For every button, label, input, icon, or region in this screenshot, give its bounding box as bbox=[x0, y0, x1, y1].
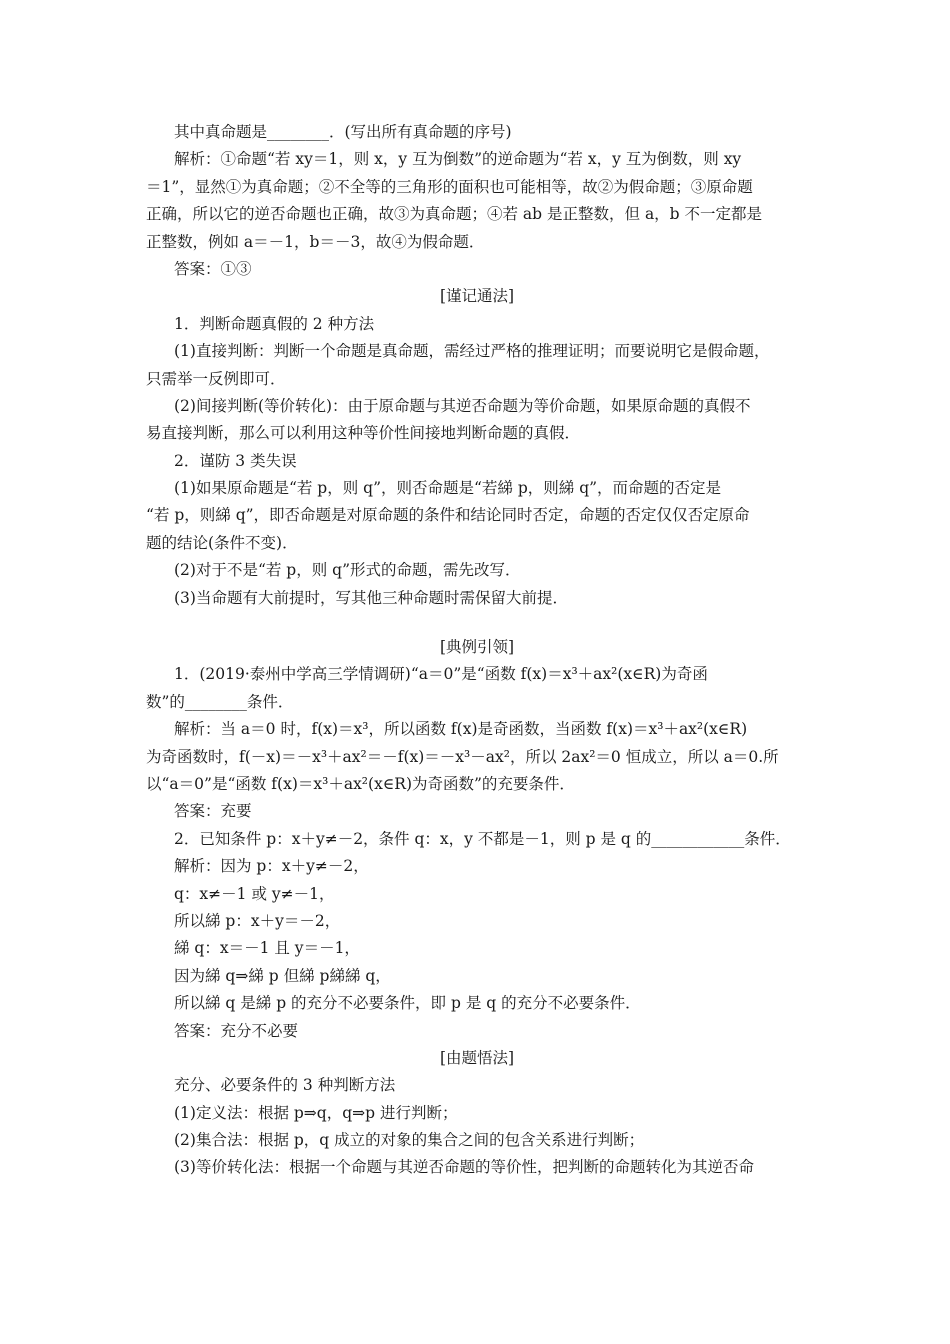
text-line: (2)间接判断(等价转化)：由于原命题与其逆否命题为等价命题，如果原命题的真假不 bbox=[174, 396, 751, 415]
document-body bbox=[146, 119, 808, 1182]
text-line: 为奇函数时，f(－x)＝－x³＋ax²＝－f(x)＝－x³－ax²，所以 2ax²＝0 恒成立，所以 a＝0.所 bbox=[146, 747, 779, 766]
text-line: 解析：因为 p：x＋y≠－2， bbox=[174, 857, 369, 876]
text-line: 其中真命题是________．(写出所有真命题的序号) bbox=[174, 123, 512, 141]
text-line: 綈 q：x＝－1 且 y＝－1， bbox=[174, 939, 360, 958]
text-line: (3)当命题有大前提时，写其他三种命题时需保留大前提． bbox=[174, 588, 568, 607]
text-line: “若 p，则綈 q”，即否命题是对原命题的条件和结论同时否定，命题的否定仅仅否定原命 bbox=[146, 506, 750, 525]
text-line: 解析：当 a＝0 时，f(x)＝x³，所以函数 f(x)是奇函数，当函数 f(x)＝x³＋ax²(x∈R) bbox=[174, 720, 748, 739]
section-heading: [典例引领] bbox=[439, 638, 515, 657]
text-line: 所以綈 p：x＋y＝－2， bbox=[174, 911, 341, 930]
text-line: 1．(2019·泰州中学高三学情调研)“a＝0”是“函数 f(x)＝x³＋ax²(x∈R)为奇函 bbox=[174, 665, 708, 684]
text-line: 易直接判断，那么可以利用这种等价性间接地判断命题的真假． bbox=[146, 424, 581, 443]
text-line: (1)直接判断：判断一个命题是真命题，需经过严格的推理证明；而要说明它是假命题， bbox=[174, 342, 770, 361]
text-line: 题的结论(条件不变)． bbox=[146, 533, 298, 552]
text-line: 1．判断命题真假的 2 种方法 bbox=[174, 314, 375, 333]
text-line: ＝1”，显然①为真命题；②不全等的三角形的面积也可能相等，故②为假命题；③原命题 bbox=[146, 177, 753, 196]
section-heading: [谨记通法] bbox=[439, 287, 515, 306]
text-line: 以“a＝0”是“函数 f(x)＝x³＋ax²(x∈R)为奇函数”的充要条件． bbox=[146, 774, 575, 793]
text-line: (2)集合法：根据 p，q 成立的对象的集合之间的包含关系进行判断； bbox=[174, 1131, 645, 1150]
text-line: 充分、必要条件的 3 种判断方法 bbox=[174, 1076, 396, 1095]
text-line: (2)对于不是“若 p，则 q”形式的命题，需先改写． bbox=[174, 561, 521, 580]
text-line: 答案：①③ bbox=[174, 259, 252, 278]
section-heading: [由题悟法] bbox=[439, 1048, 515, 1067]
text-line: (3)等价转化法：根据一个命题与其逆否命题的等价性，把判断的命题转化为其逆否命 bbox=[174, 1158, 754, 1177]
text-line: 所以綈 q 是綈 p 的充分不必要条件，即 p 是 q 的充分不必要条件． bbox=[174, 994, 641, 1013]
text-line: 解析：①命题“若 xy＝1，则 x，y 互为倒数”的逆命题为“若 x，y 互为倒数，则 xy bbox=[174, 150, 742, 169]
text-line: 因为綈 q⇒綈 p 但綈 p綈綈 q， bbox=[174, 966, 391, 985]
text-line: 正整数，例如 a＝－1，b＝－3，故④为假命题． bbox=[146, 232, 485, 251]
text-line: 2．谨防 3 类失误 bbox=[174, 451, 297, 470]
text-line: 数”的________条件． bbox=[146, 692, 294, 711]
text-line: 答案：充要 bbox=[174, 802, 252, 821]
text-line: q：x≠－1 或 y≠－1， bbox=[174, 884, 335, 903]
section-spacer bbox=[146, 612, 808, 634]
text-line: 答案：充分不必要 bbox=[174, 1021, 299, 1040]
text-line: (1)如果原命题是“若 p，则 q”，则否命题是“若綈 p，则綈 q”，而命题的否定是 bbox=[174, 479, 722, 498]
text-line: (1)定义法：根据 p⇒q，q⇒p 进行判断； bbox=[174, 1103, 458, 1122]
text-line: 2．已知条件 p：x＋y≠－2，条件 q：x，y 不都是－1，则 p 是 q 的____________条件． bbox=[174, 829, 791, 848]
text-line: 正确，所以它的逆否命题也正确，故③为真命题；④若 ab 是正整数，但 a，b 不一定都是 bbox=[146, 205, 763, 224]
text-line: 只需举一反例即可． bbox=[146, 369, 286, 388]
